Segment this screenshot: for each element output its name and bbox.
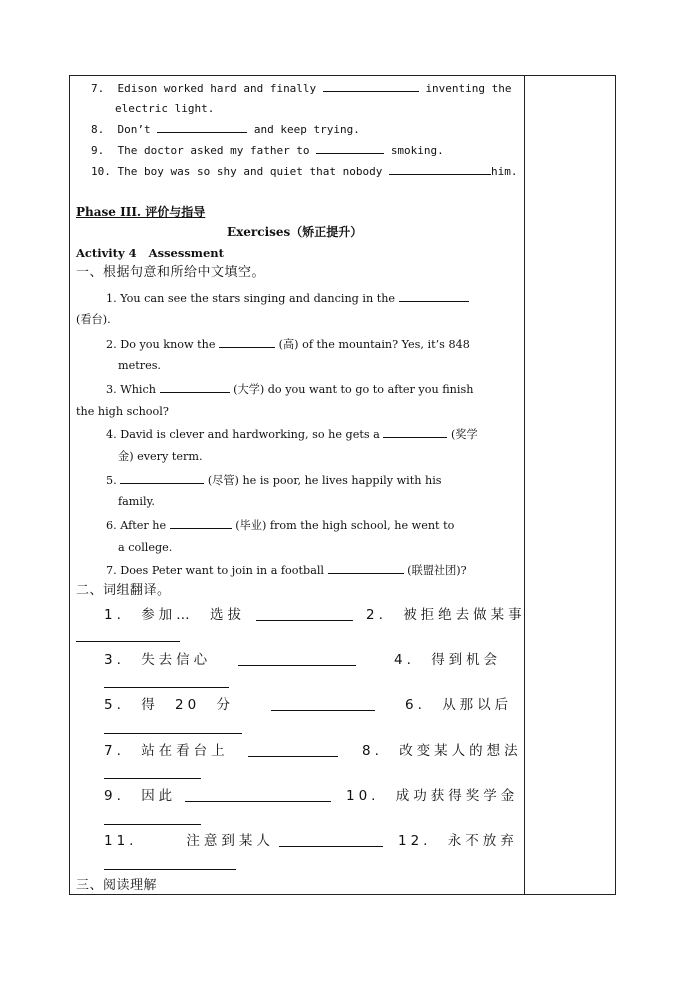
s1-item-1: 1. You can see the stars singing and dancing in the: [106, 291, 469, 306]
section2-heading: 二、词组翻译。: [76, 583, 171, 598]
s1-item-6: 6. After he (毕业) from the high school, he went to: [106, 519, 455, 532]
s1-item-3-cont: the high school?: [76, 405, 169, 418]
phrase-7: 7. 站在看台上: [104, 743, 229, 759]
s1-item-4-cont: 金) every term.: [118, 450, 203, 463]
answer-blank[interactable]: [323, 81, 419, 92]
answer-line[interactable]: [104, 687, 229, 688]
answer-line[interactable]: [248, 756, 338, 757]
answer-blank[interactable]: [328, 563, 404, 574]
s1-item-4: 4. David is clever and hardworking, so he gets a (奖学: [106, 428, 478, 441]
answer-line[interactable]: [185, 801, 331, 802]
s1-item-7: 7. Does Peter want to join in a football (联盟社团)?: [106, 564, 467, 577]
phrase-9: 9. 因此: [104, 788, 177, 804]
prev-item-7-cont: electric light.: [115, 102, 215, 115]
answer-blank[interactable]: [389, 164, 491, 175]
answer-line[interactable]: [279, 846, 383, 847]
answer-blank[interactable]: [160, 382, 230, 393]
answer-blank[interactable]: [316, 143, 384, 154]
answer-line[interactable]: [104, 869, 236, 870]
answer-line[interactable]: [76, 641, 180, 642]
phrase-3: 3. 失去信心: [104, 652, 212, 668]
answer-blank[interactable]: [399, 291, 469, 302]
prev-item-10: 10. The boy was so shy and quiet that nobody him.: [91, 165, 518, 178]
phrase-2: 2. 被拒绝去做某事: [366, 607, 526, 623]
phrase-6: 6. 从那以后: [405, 697, 513, 713]
answer-blank[interactable]: [120, 473, 204, 484]
phrase-4: 4. 得到机会: [394, 652, 502, 668]
s1-item-6-cont: a college.: [118, 541, 173, 554]
exercises-title: Exercises（矫正提升）: [227, 225, 363, 239]
s1-item-5-cont: family.: [118, 495, 155, 508]
answer-blank[interactable]: [219, 337, 275, 348]
answer-line[interactable]: [104, 778, 201, 779]
prev-item-9: 9. The doctor asked my father to smoking.: [91, 144, 444, 157]
phrase-5: 5. 得 20 分: [104, 697, 234, 713]
prev-item-8: 8. Don’t and keep trying.: [91, 123, 360, 136]
phase-title: Phase III. 评价与指导: [76, 205, 206, 219]
phrase-8: 8. 改变某人的想法: [362, 743, 522, 759]
s1-item-1-cont: (看台).: [76, 313, 111, 326]
s1-item-2: 2. Do you know the (高) of the mountain? Yes, it’s 848: [106, 338, 470, 351]
prev-item-7: 7. Edison worked hard and finally inventing the: [91, 82, 512, 95]
answer-line[interactable]: [238, 665, 356, 666]
phrase-11: 11. 注意到某人: [104, 833, 274, 849]
phrase-12: 12. 永不放弃: [398, 833, 518, 849]
answer-blank[interactable]: [170, 518, 232, 529]
answer-blank[interactable]: [157, 122, 247, 133]
answer-line[interactable]: [271, 710, 375, 711]
s1-item-5: 5. (尽管) he is poor, he lives happily with his: [106, 474, 442, 487]
section1-heading: 一、根据句意和所给中文填空。: [76, 265, 266, 280]
answer-line[interactable]: [256, 620, 353, 621]
section3-heading: 三、阅读理解: [76, 878, 158, 893]
s1-item-3: 3. Which (大学) do you want to go to after you finish: [106, 383, 474, 396]
answer-blank[interactable]: [383, 427, 447, 438]
activity-label: Activity 4 Assessment: [76, 246, 224, 260]
answer-line[interactable]: [104, 824, 201, 825]
phrase-1: 1. 参加… 选拔: [104, 607, 245, 623]
s1-item-2-cont: metres.: [118, 359, 161, 372]
column-divider: [524, 75, 525, 895]
answer-line[interactable]: [104, 733, 242, 734]
phrase-10: 10. 成功获得奖学金: [346, 788, 519, 804]
